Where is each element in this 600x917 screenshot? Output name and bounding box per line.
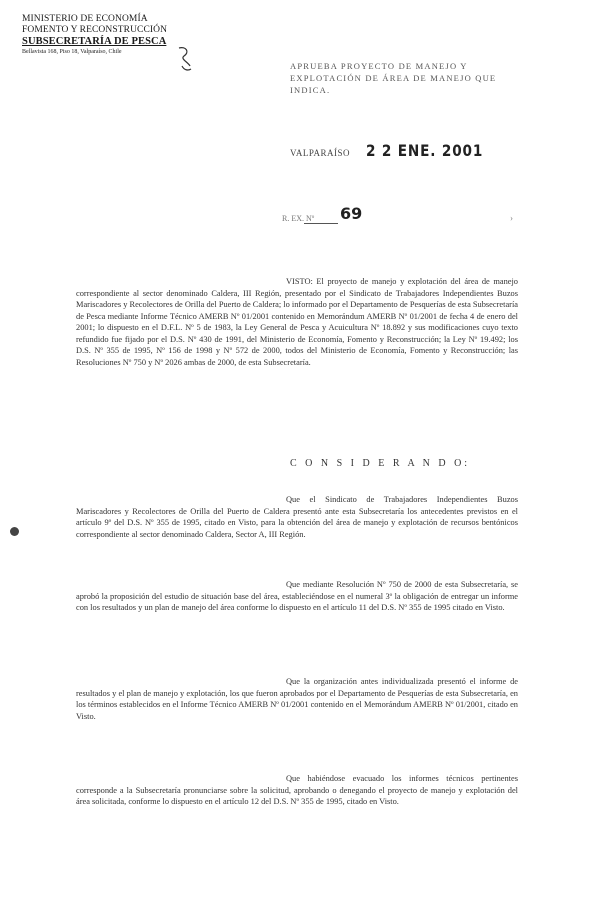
resolution-number-value: 69	[340, 204, 363, 223]
considerando-paragraph-1: Que el Sindicato de Trabajadores Independientes Buzos Mariscadores y Recolectores de Orilla del Puerto de Caldera presentó ante esta Subsecretaría los antecedentes previstos en el artículo 9º del D.S. Nº 355 de 1995, citado en Visto, para la obtención del área de manejo y explotación de recursos bentónicos correspondiente al sector denominado Caldera, Sector A, III Región.	[76, 495, 518, 539]
letterhead-ministry: MINISTERIO DE ECONOMÍA	[22, 14, 148, 24]
considerando-heading: C O N S I D E R A N D O:	[290, 458, 471, 469]
place: VALPARAÍSO	[290, 148, 351, 158]
resolution-number-prefix: R. EX. Nº	[282, 214, 315, 223]
resolution-number-rule	[304, 223, 338, 224]
letterhead	[22, 14, 202, 56]
resolution-number	[282, 204, 402, 228]
visto-paragraph: VISTO: El proyecto de manejo y explotación del área de manejo correspondiente al sector denominado Caldera, III Región, presentado por el Sindicato de Trabajadores Independientes Buzos Mariscadores y Recolectores de Orilla del Puerto de Caldera; lo informado por el Departamento de Pesquerías de esta Subsecretaría de Pesca mediante Informe Técnico AMERB Nº 01/2001 contenido en Memorándum AMERB Nº 01/2001 de fecha 4 de enero del 2001; lo dispuesto en el D.F.L. Nº 5 de 1983, la Ley General de Pesca y Acuicultura Nº 18.892 y sus modificaciones cuyo texto refundido fue fijado por el D.S. Nº 430 de 1991, del Ministerio de Economía, Fomento y Reconstrucción; la Ley Nº 19.492; los D.S. Nº 355 de 1995, Nº 156 de 1998 y Nº 572 de 2000, todos del Ministerio de Economía, Fomento y Reconstrucción; las Resoluciones Nº 750 y Nº 2026 ambas de 2000, de esta Subsecretaría.	[76, 277, 518, 367]
document-subject: APRUEBA PROYECTO DE MANEJO Y EXPLOTACIÓN DE ÁREA DE MANEJO QUE INDICA.	[290, 61, 497, 95]
letterhead-department: FOMENTO Y RECONSTRUCCIÓN	[22, 25, 168, 35]
considerando-paragraph-2: Que mediante Resolución Nº 750 de 2000 de esta Subsecretaría, se aprobó la proposición del estudio de situación base del área, estableciéndose en el numeral 3º la obligación de entregar un informe con los resultados y un plan de manejo del área conforme lo dispuesto en el artículo 11 del D.S. Nº 355 de 1995 citado en Visto.	[76, 580, 518, 612]
initials-mark-icon	[176, 44, 194, 74]
punch-hole	[10, 527, 19, 536]
letterhead-address: Bellavista 168, Piso 18, Valparaíso, Chile	[22, 49, 122, 55]
considerando-paragraph-4: Que habiéndose evacuado los informes técnicos pertinentes corresponde a la Subsecretaría pronunciarse sobre la solicitud, aprobando o denegando el proyecto de manejo y explotación del área solicitada, conforme lo dispuesto en el artículo 12 del D.S. Nº 355 de 1995, citado en Visto.	[76, 774, 518, 806]
date-stamp: 2 2 ENE. 2001	[366, 141, 484, 160]
considerando-paragraph-3: Que la organización antes individualizada presentó el informe de resultados y el plan de manejo y explotación, los que fueron aprobados por el Departamento de Pesquerías de esta Subsecretaría, en los términos establecidos en el Informe Técnico AMERB Nº 01/2001 contenido en el Memorándum AMERB Nº 01/2001, citado en Visto.	[76, 677, 518, 721]
margin-tick: ›	[510, 213, 513, 223]
letterhead-subsecretariat: SUBSECRETARÍA DE PESCA	[22, 36, 167, 47]
